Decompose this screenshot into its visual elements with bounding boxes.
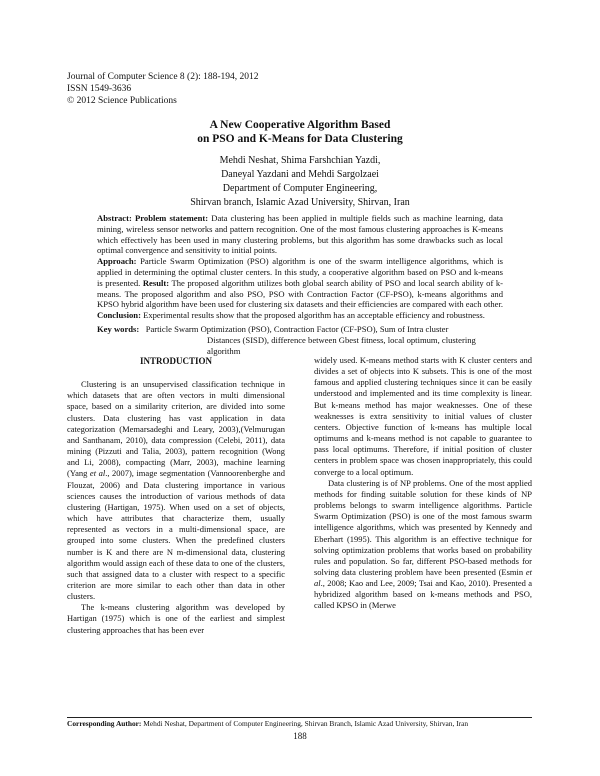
result-label: Result: bbox=[142, 277, 170, 288]
approach-text: Particle Swarm Optimization (PSO) algorithm is one of the swarm intelligence algorithms, which is applied in determining the optimal cluster centers. In this study, a cooperative algorithm based on PSO and k-means is presented. bbox=[97, 256, 503, 288]
left-column bbox=[67, 355, 285, 636]
paper-title bbox=[0, 118, 600, 146]
abstract bbox=[97, 213, 503, 321]
result-text: The proposed algorithm utilizes both global search ability of PSO and local search ability of k-means. The proposed algorithm and also PSO, PSO with Contraction Factor (CF-PSO), k-means algorithms and KPSO hybrid algorithm have been used for clustering six datasets and their efficiencies are compared with each other. bbox=[97, 277, 504, 310]
intro-paragraph-3: widely used. K-means method starts with K cluster centers and divides a set of objects into K subsets. This is one of the most famous and applied clustering techniques since it can be easily understood and implemented and its time complexity is linear. But k-means method has major weaknesses. One of these weaknesses is extra sensitivity to initial values of cluster centers. Objective function of k-means has multiple local optimums and k-means method is not capable to guarantee to pass local optimums. Therefore, if initial position of cluster centers in problem space was chosen inappropriately, this could converge to a local optimum. bbox=[314, 355, 532, 477]
corresponding-author bbox=[67, 719, 537, 728]
intro-paragraph-2: The k-means clustering algorithm was developed by Hartigan (1975) which is one of the earliest and simplest clustering approaches that has been ever bbox=[67, 602, 285, 635]
affiliation-university: Shirvan branch, Islamic Azad University, Shirvan, Iran bbox=[190, 197, 410, 208]
problem-statement-text: Data clustering has been applied in multiple fields such as machine learning, data mining, wireless sensor networks and pattern recognition. One of the most famous clustering approaches is K-means which effectively has been used in many clustering problems, but this algorithm has some drawbacks such as local optimal convergence and sensitivity to initial points. bbox=[97, 213, 503, 256]
corresponding-author-text: Mehdi Neshat, Department of Computer Engineering, Shirvan Branch, Islamic Azad University, Shirvan, Iran bbox=[143, 719, 469, 728]
authors-line-1: Mehdi Neshat, Shima Farshchian Yazdi, bbox=[219, 155, 381, 166]
keywords-label: Key words: bbox=[97, 324, 140, 334]
authors-line-2: Daneyal Yazdani and Mehdi Sargolzaei bbox=[221, 169, 379, 180]
corresponding-author-label: Corresponding Author: bbox=[67, 719, 142, 728]
intro-paragraph-4 bbox=[314, 478, 532, 612]
introduction-heading: INTRODUCTION bbox=[139, 356, 212, 366]
conclusion-text: Experimental results show that the proposed algorithm has an acceptable efficiency and robustness. bbox=[143, 310, 485, 321]
title-line-1: A New Cooperative Algorithm Based bbox=[209, 119, 391, 131]
journal-citation: Journal of Computer Science 8 (2): 188-194, 2012 bbox=[67, 72, 259, 82]
intro-p1-part-b: ., 2007), image segmentation (Vannoorenberghe and Flouzat, 2006) and Data clustering importance in various sciences causes the introduction of various methods of data clustering (Hartigan, 1975). When used on a set of objects, which have attributes that characterize them, usually represented as vectors in a multi-dimensional space, are grouped into some clusters. When the predefined clusters number is K and there are N m-dimensional data, clustering algorithm would assign each of these data to one of the clusters, such that assigned data to a cluster with respect to a specific criterion are more similar to each other than data in other clusters. bbox=[67, 468, 285, 602]
intro-p4-part-b: ., 2008; Kao and Lee, 2009; Tsai and Kao, 2010). Presented a hybridized algorithm based on k-means methods and PSO, called KPSO in (Merwe bbox=[314, 578, 532, 611]
footnote-rule bbox=[67, 717, 532, 718]
journal-header bbox=[67, 71, 259, 107]
intro-p4-part-a: Data clustering is of NP problems. One of the most applied methods for finding suitable solution for these kinds of NP problems belongs to swarm intelligence algorithms. Particle Swarm Optimization (PSO) is one of the most famous swarm intelligence algorithms, which was presented by Kennedy and Eberhart (1995). This algorithm is an effective technique for solving optimization problems that works based on probability rules and population. So far, different PSO-based methods for solving data clustering problem have been presented (Esmin bbox=[314, 477, 532, 577]
journal-copyright: © 2012 Science Publications bbox=[67, 96, 177, 106]
affiliation-department: Department of Computer Engineering, bbox=[222, 183, 378, 194]
title-line-2: on PSO and K-Means for Data Clustering bbox=[197, 133, 403, 145]
intro-p4-etal: et al bbox=[314, 566, 532, 589]
conclusion-label: Conclusion: bbox=[97, 310, 141, 321]
intro-p1-part-a: Clustering is an unsupervised classification technique in which datasets that are often vectors in multi dimensional space, based on a similarity criterion, are divided into some clusters. Data clustering has vast application in data categorization (Memarsadeghi and Leary, 2003),(Velmurugan and Santhanam, 2010), data compression (Celebi, 2011), data mining (Pizzuti and Talia, 2003), pattern recognition (Wong and Li, 2008), compacting (Marr, 2003), machine learning (Yang bbox=[67, 379, 285, 479]
right-column bbox=[314, 355, 532, 612]
author-block bbox=[0, 154, 600, 210]
intro-paragraph-1 bbox=[67, 379, 285, 602]
page-number: 188 bbox=[293, 731, 307, 741]
approach-label: Approach: bbox=[97, 256, 137, 267]
intro-p1-etal: et al bbox=[89, 468, 106, 479]
keywords bbox=[97, 324, 503, 356]
keywords-line-2: Distances (SISD), difference between Gbest fitness, local optimum, clustering algorithm bbox=[207, 334, 476, 356]
abstract-label: Abstract: bbox=[97, 213, 132, 223]
journal-issn: ISSN 1549-3636 bbox=[67, 84, 132, 94]
keywords-line-1: Particle Swarm Optimization (PSO), Contraction Factor (CF-PSO), Sum of Intra cluster bbox=[145, 324, 449, 334]
problem-statement-label: Problem statement: bbox=[134, 213, 209, 223]
